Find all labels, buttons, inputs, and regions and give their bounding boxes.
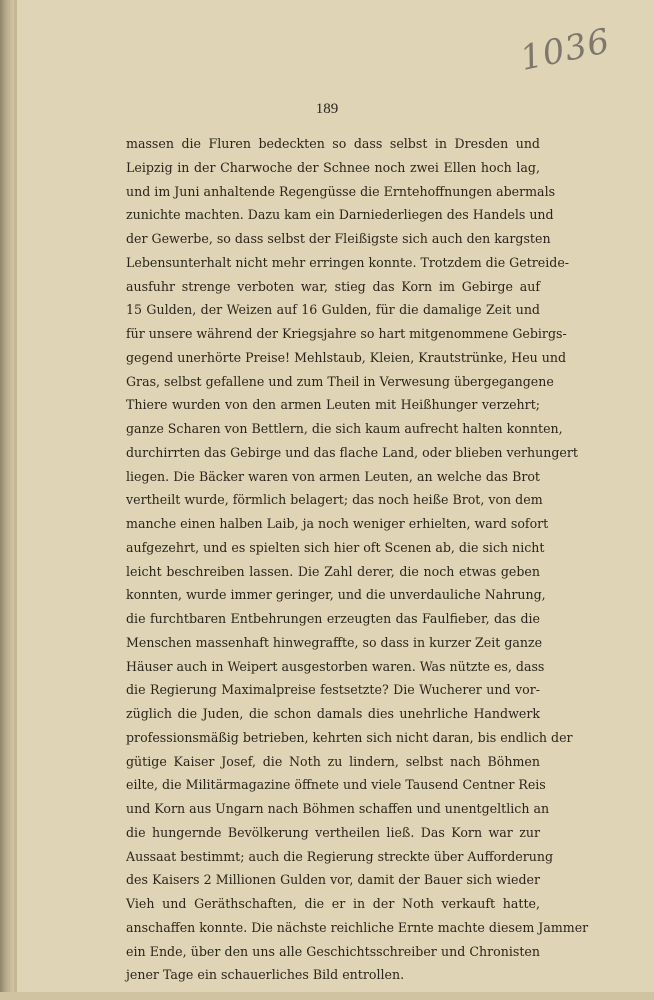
text-line: und im Juni anhaltende Regengüsse die Erntehoffnungen abermals [126, 183, 556, 199]
text-line: 15 Gulden, der Weizen auf 16 Gulden, für die damalige Zeit und [126, 302, 540, 318]
text-line: liegen. Die Bäcker waren von armen Leuten, an welche das Brot [126, 468, 540, 484]
body-text [126, 132, 589, 987]
text-line: Lebensunterhalt nicht mehr erringen konnte. Trotzdem die Getreide- [126, 254, 570, 270]
text-line: jener Tage ein schauerliches Bild entrollen. [126, 967, 405, 983]
text-line: Gras, selbst gefallene und zum Theil in Verwesung übergegangene [126, 373, 554, 389]
text-line: professionsmäßig betrieben, kehrten sich nicht daran, bis endlich der [126, 729, 573, 745]
text-line: und Korn aus Ungarn nach Böhmen schaffen und unentgeltlich an [126, 801, 550, 816]
text-line: leicht beschreiben lassen. Die Zahl derer, die noch etwas geben [126, 563, 540, 579]
text-line: die Regierung Maximalpreise festsetzte? Die Wucherer und vor- [126, 682, 540, 698]
text-line: des Kaisers 2 Millionen Gulden vor, damit der Bauer sich wieder [126, 872, 540, 888]
text-line: züglich die Juden, die schon damals dies unehrliche Handwerk [126, 706, 540, 721]
handwritten-archive-number: 1036 [516, 21, 614, 79]
text-line: die hungernde Bevölkerung vertheilen ließ. Das Korn war zur [126, 824, 540, 840]
text-line: ein Ende, über den uns alle Geschichtsschreiber und Chronisten [126, 943, 540, 959]
text-line: vertheilt wurde, förmlich belagert; das noch heiße Brot, von dem [126, 492, 543, 508]
book-binding [0, 0, 14, 1000]
page-number: 189 [315, 101, 339, 117]
text-line: Menschen massenhaft hinwegraffte, so dass in kurzer Zeit ganze [126, 634, 543, 650]
text-line: manche einen halben Laib, ja noch weniger erhielten, ward sofort [126, 516, 549, 531]
text-line: Thiere wurden von den armen Leuten mit Heißhunger verzehrt; [126, 397, 540, 413]
text-line: Vieh und Geräthschaften, die er in der Noth verkauft hatte, [126, 896, 540, 911]
text-line: Häuser auch in Weipert ausgestorben waren. Was nützte es, dass [126, 658, 545, 674]
text-line: durchirrten das Gebirge und das flache Land, oder blieben verhungert [126, 444, 578, 460]
page-bottom-edge [0, 992, 654, 1000]
text-line: eilte, die Militärmagazine öffnete und viele Tausend Centner Reis [126, 777, 546, 793]
text-line: die furchtbaren Entbehrungen erzeugten das Faulfieber, das die [126, 611, 540, 626]
text-line: gütige Kaiser Josef, die Noth zu lindern, selbst nach Böhmen [126, 753, 540, 769]
text-line: aufgezehrt, und es spielten sich hier oft Scenen ab, die sich nicht [126, 539, 545, 555]
text-line: zunichte machten. Dazu kam ein Darniederliegen des Handels und [126, 207, 554, 223]
binding-edge [14, 0, 17, 1000]
text-line: der Gewerbe, so dass selbst der Fleißigste sich auch den kargsten [126, 231, 551, 246]
text-line: Leipzig in der Charwoche der Schnee noch zwei Ellen hoch lag, [126, 159, 540, 175]
text-line: ganze Scharen von Bettlern, die sich kaum aufrecht halten konnten, [126, 421, 563, 436]
text-line: anschaffen konnte. Die nächste reichliche Ernte machte diesem Jammer [126, 919, 589, 935]
text-line: für unsere während der Kriegsjahre so hart mitgenommene Gebirgs- [126, 326, 567, 341]
text-line: gegend unerhörte Preise! Mehlstaub, Kleien, Krautstrünke, Heu und [126, 349, 567, 365]
text-line: massen die Fluren bedeckten so dass selbst in Dresden und [126, 136, 540, 151]
text-line: konnten, wurde immer geringer, und die unverdauliche Nahrung, [126, 587, 546, 603]
text-line: Aussaat bestimmt; auch die Regierung streckte über Aufforderung [126, 848, 554, 864]
text-line: ausfuhr strenge verboten war, stieg das Korn im Gebirge auf [126, 278, 540, 294]
